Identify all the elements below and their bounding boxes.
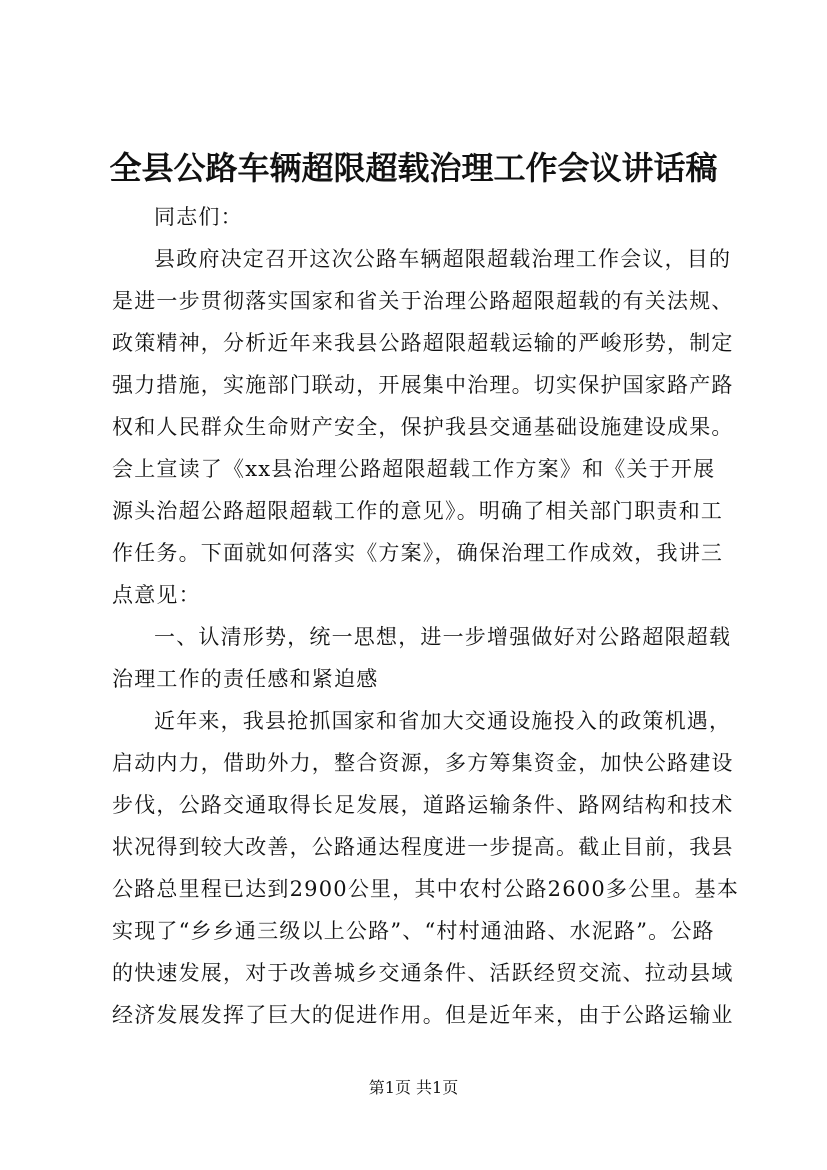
body-line: 近年来，我县抢抓国家和省加大交通设施投入的政策机遇， xyxy=(154,709,732,733)
body-line: 县政府决定召开这次公路车辆超限超载治理工作会议，目的 xyxy=(154,247,732,271)
body-line: 点意见： xyxy=(112,583,201,607)
body-line: 实现了“乡乡通三级以上公路”、“村村通油路、水泥路”。公路 xyxy=(112,919,715,943)
body-line: 启动内力，借助外力，整合资源，多方筹集资金，加快公路建设 xyxy=(112,751,734,775)
body-line: 政策精神，分析近年来我县公路超限超载运输的严峻形势，制定 xyxy=(112,331,734,355)
section-heading-line: 一、认清形势，统一思想，进一步增强做好对公路超限超载 xyxy=(154,625,732,649)
body-line: 强力措施，实施部门联动，开展集中治理。切实保护国家路产路 xyxy=(112,373,734,397)
body-line: 会上宣读了《xx县治理公路超限超载工作方案》和《关于开展 xyxy=(112,457,716,481)
body-line: 步伐，公路交通取得长足发展，道路运输条件、路网结构和技术 xyxy=(112,793,734,817)
body-line: 作任务。下面就如何落实《方案》，确保治理工作成效，我讲三 xyxy=(112,541,724,565)
page-footer: 第1页 共1页 xyxy=(368,1078,459,1097)
document-title: 全县公路车辆超限超载治理工作会议讲话稿 xyxy=(109,149,718,187)
body-line: 权和人民群众生命财产安全，保护我县交通基础设施建设成果。 xyxy=(112,415,734,439)
section-heading-line: 治理工作的责任感和紧迫感 xyxy=(112,667,379,691)
document-body xyxy=(112,196,744,1036)
body-line: 同志们： xyxy=(154,205,243,229)
body-line: 是进一步贯彻落实国家和省关于治理公路超限超载的有关法规、 xyxy=(112,289,734,313)
body-line: 经济发展发挥了巨大的促进作用。但是近年来，由于公路运输业 xyxy=(112,1003,734,1027)
body-line: 源头治超公路超限超载工作的意见》。明确了相关部门职责和工 xyxy=(112,499,724,523)
body-line: 公路总里程已达到2900公里，其中农村公路2600多公里。基本 xyxy=(112,877,740,901)
body-line: 状况得到较大改善，公路通达程度进一步提高。截止目前，我县 xyxy=(112,835,734,859)
body-line: 的快速发展，对于改善城乡交通条件、活跃经贸交流、拉动县域 xyxy=(112,961,734,985)
